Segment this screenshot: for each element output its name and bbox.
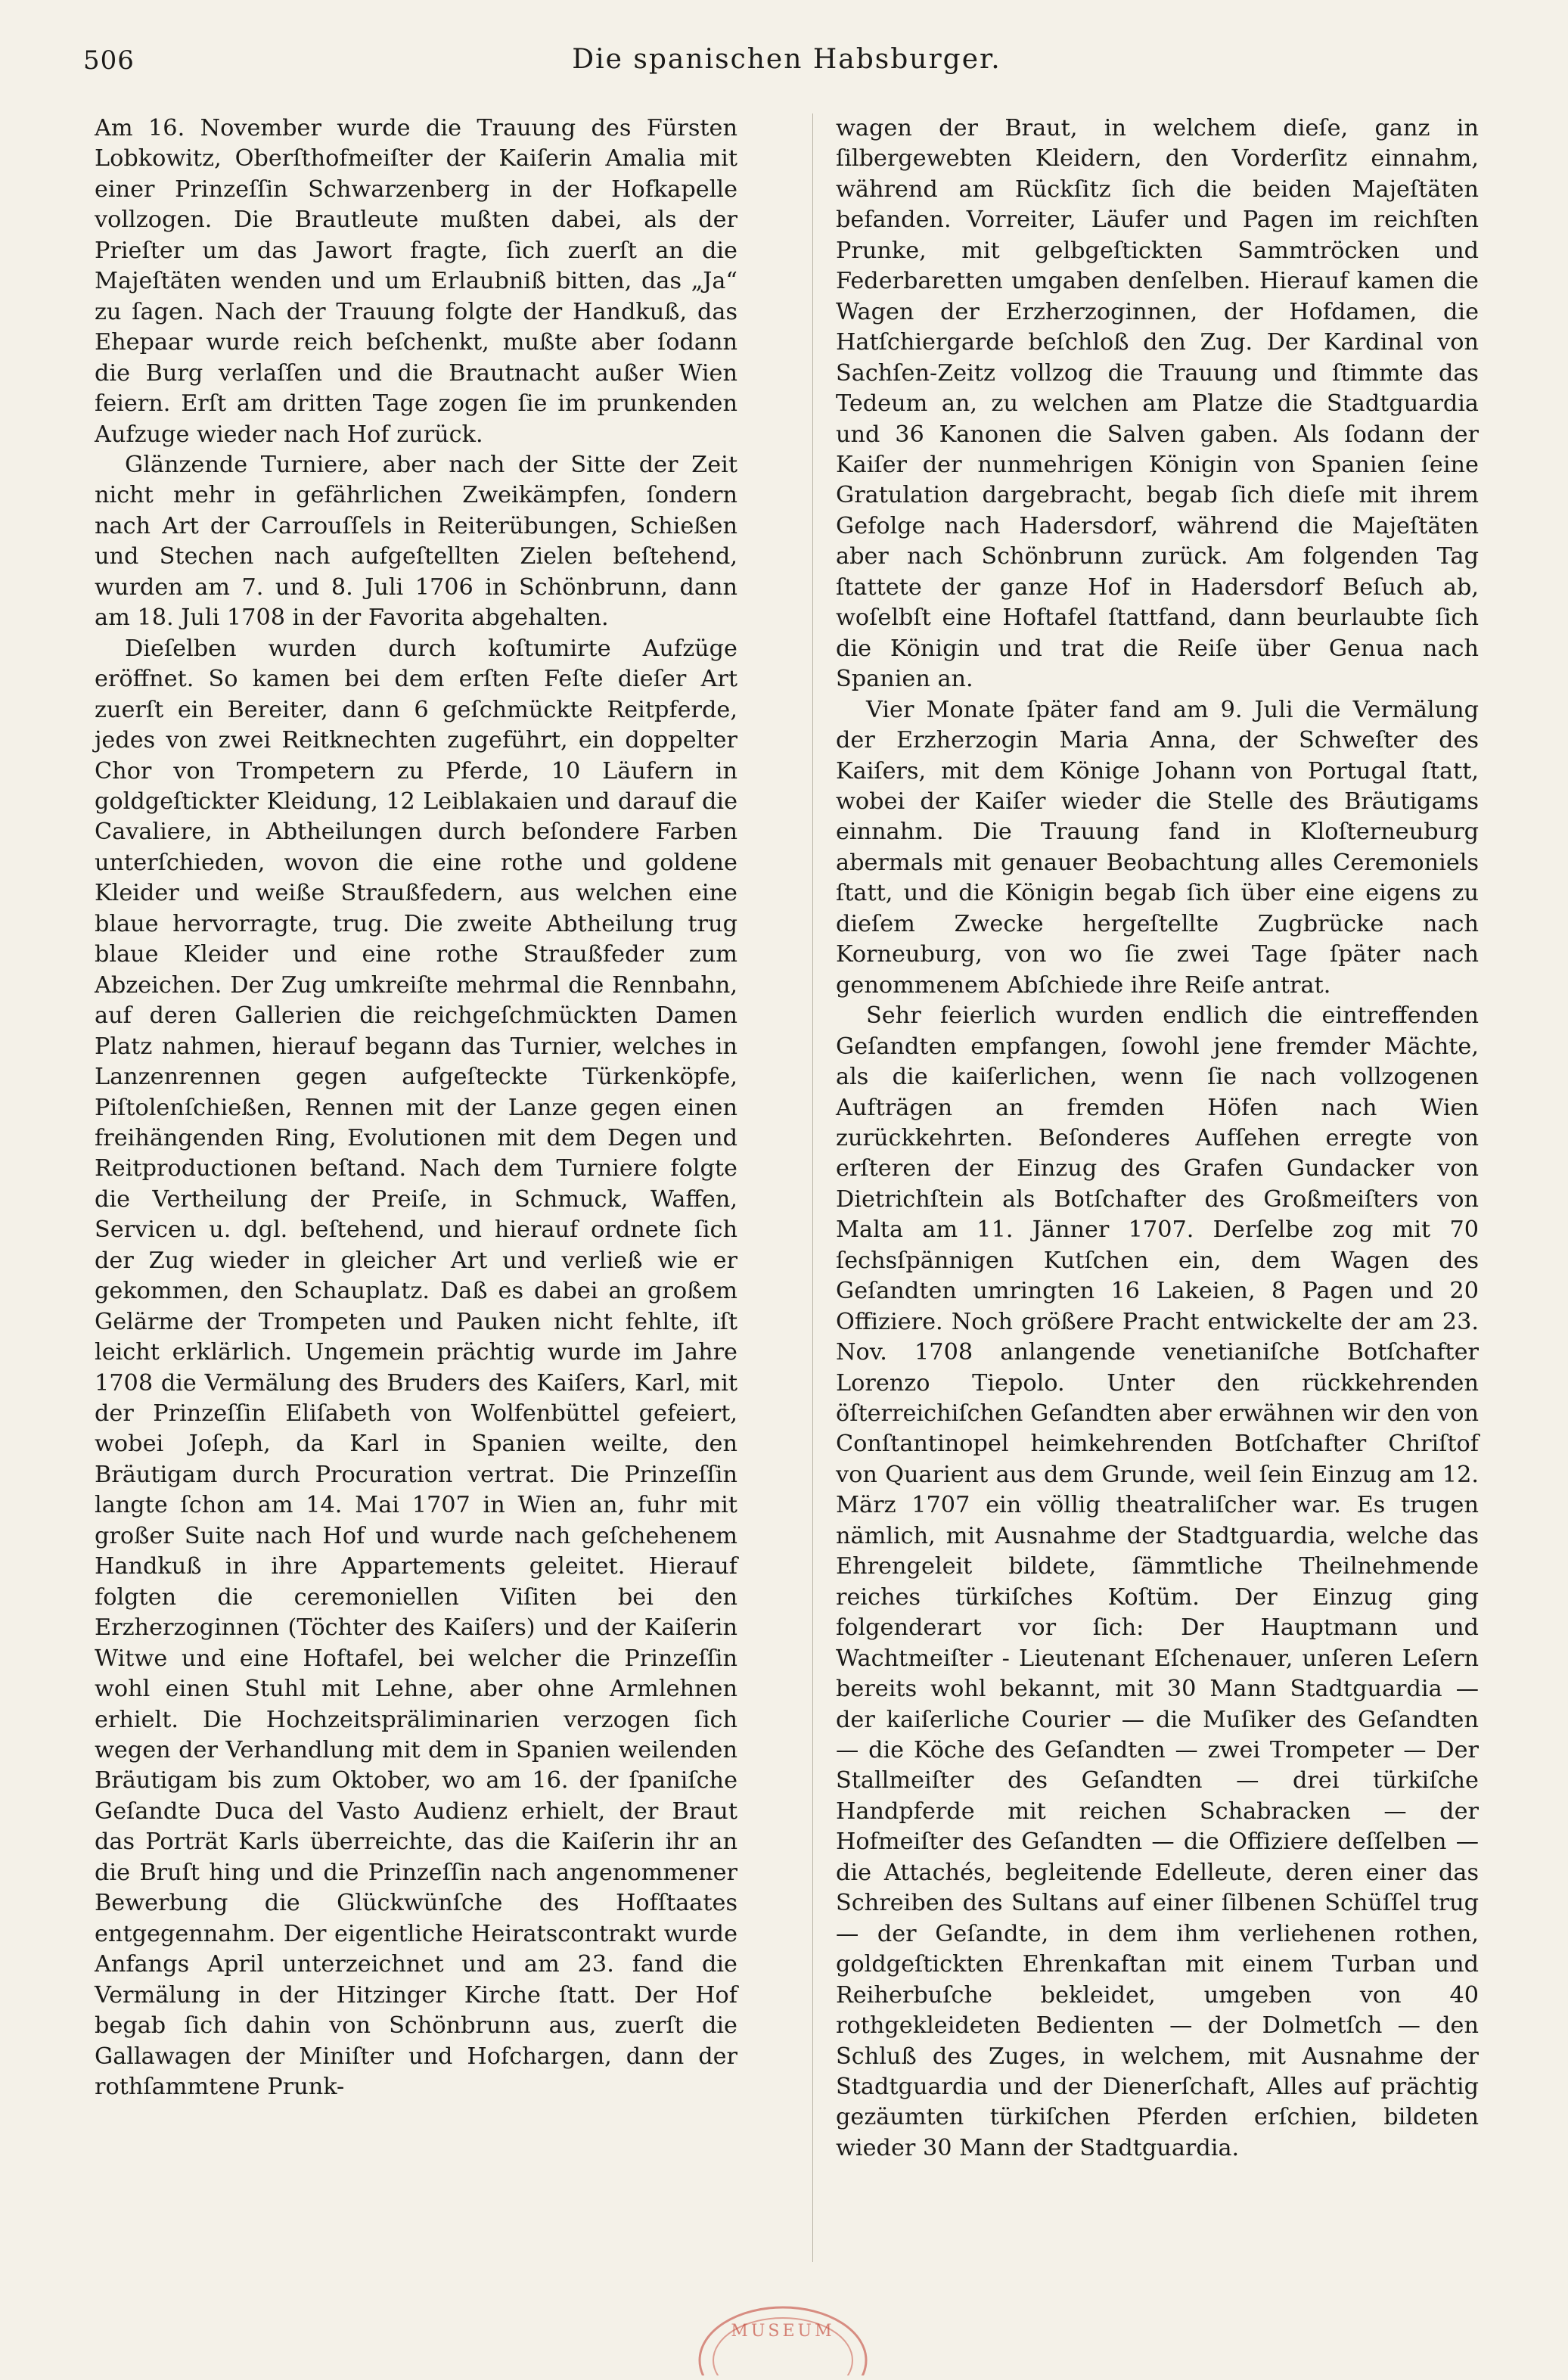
paragraph: Sehr feierlich wurden endlich die eintreffenden Geſandten empfangen, ſowohl jene fremder Mächte, als die kaiſerlichen, wenn ſie nach vollzogenen Aufträgen an fremden Höfen nach Wien zurückkehrten. Beſonderes Aufſehen erregte von erſteren der Einzug des Grafen Gundacker von Dietrichſtein als Botſchafter des Großmeiſters von Malta am 11. Jänner 1707. Derſelbe zog mit 70 ſechsſpännigen Kutſchen ein, dem Wagen des Geſandten umringten 16 Lakeien, 8 Pagen und 20 Offiziere. Noch größere Pracht entwickelte der am 23. Nov. 1708 anlangende venetianiſche Botſchafter Lorenzo Tiepolo. Unter den rückkehrenden öſterreichiſchen Geſandten aber erwähnen wir den von Conſtantinopel heimkehrenden Botſchafter Chriſtof von Quarient aus dem Grunde, weil ſein Einzug am 12. März 1707 ein völlig theatraliſcher war. Es trugen nämlich, mit Ausnahme der Stadtguardia, welche das Ehrengeleit bildete, ſämmtliche Theilnehmende reiches türkiſches Koſtüm. Der Einzug ging folgenderart vor ſich: Der Hauptmann und Wachtmeiſter - Lieutenant Eſchenauer, unſeren Leſern bereits wohl bekannt, mit 30 Mann Stadtguardia — der kaiſerliche Courier — die Muſiker des Geſandten — die Köche des Geſandten — zwei Trompeter — Der Stallmeiſter des Geſandten — drei türkiſche Handpferde mit reichen Schabracken — der Hofmeiſter des Geſandten — die Offiziere deſſelben — die Attachés, begleitende Edelleute, deren einer das Schreiben des Sultans auf einer ſilbenen Schüſſel trug — der Geſandte, in dem ihm verliehenen rothen, goldgeſtickten Ehrenkaftan mit einem Turban und Reiherbuſche bekleidet, umgeben von 40 rothgekleideten Bedienten — der Dolmetſch — den Schluß des Zuges, in welchem, mit Ausnahme der Stadtguardia und der Dienerſchaft, Alles auf prächtig gezäumten türkiſchen Pferden erſchien, bildeten wieder 30 Mann der Stadtguardia. (836, 1002, 1479, 2161)
stamp-seal-icon (692, 2300, 874, 2375)
paragraph: wagen der Braut, in welchem dieſe, ganz in ſilbergewebten Kleidern, den Vorderſitz einnahm, während am Rückſitz ſich die beiden Majeſtäten befanden. Vorreiter, Läufer und Pagen im reichſten Prunke, mit gelbgeſtickten Sammtröcken und Federbaretten umgaben denſelben. Hierauf kamen die Wagen der Erzherzoginnen, der Hofdamen, die Hatſchiergarde beſchloß den Zug. Der Kardinal von Sachſen-Zeitz vollzog die Trauung und ſtimmte das Tedeum an, zu welchen am Platze die Stadtguardia und 36 Kanonen die Salven gaben. Als ſodann der Kaiſer der nunmehrigen Königin von Spanien ſeine Gratulation dargebracht, begab ſich dieſe mit ihrem Gefolge nach Hadersdorf, während die Majeſtäten aber nach Schönbrunn zurück. Am folgenden Tag ſtattete der ganze Hof in Hadersdorf Beſuch ab, woſelbſt eine Hoftafel ſtattfand, dann beurlaubte ſich die Königin und trat die Reiſe über Genua nach Spanien an. (836, 115, 1479, 693)
page-number: 506 (83, 45, 135, 76)
library-stamp (692, 2300, 874, 2375)
right-column (836, 113, 1479, 2164)
page-header (83, 39, 1490, 85)
svg-text:MUSEUM: MUSEUM (731, 2322, 835, 2341)
paragraph: Vier Monate ſpäter fand am 9. Juli die Vermälung der Erzherzogin Maria Anna, der Schweſter des Kaiſers, mit dem Könige Johann von Portugal ſtatt, wobei der Kaiſer wieder die Stelle des Bräutigams einnahm. Die Trauung fand in Kloſterneuburg abermals mit genauer Beobachtung alles Ceremoniels ſtatt, und die Königin begab ſich über eine eigens zu dieſem Zwecke hergeſtellte Zugbrücke nach Korneuburg, von wo ſie zwei Tage ſpäter nach genommenem Abſchiede ihre Reiſe antrat. (836, 696, 1479, 999)
running-title: Die spanischen Habsburger. (572, 44, 1001, 75)
left-column (95, 113, 737, 2102)
column-divider (812, 113, 813, 2262)
paragraph: Am 16. November wurde die Trauung des Fürsten Lobkowitz, Oberſthofmeiſter der Kaiſerin Amalia mit einer Prinzeſſin Schwarzenberg in der Hofkapelle vollzogen. Die Brautleute mußten dabei, als der Prieſter um das Jawort fragte, ſich zuerſt an die Majeſtäten wenden und um Erlaubniß bitten, das „Ja“ zu ſagen. Nach der Trauung folgte der Handkuß, das Ehepaar wurde reich beſchenkt, mußte aber ſodann die Burg verlaſſen und die Brautnacht außer Wien feiern. Erſt am dritten Tage zogen ſie im prunkenden Aufzuge wieder nach Hof zurück. (95, 115, 737, 448)
paragraph: Glänzende Turniere, aber nach der Sitte der Zeit nicht mehr in gefährlichen Zweikämpfen, ſondern nach Art der Carrouſſels in Reiterübungen, Schießen und Stechen nach aufgeſtellten Zielen beſtehend, wurden am 7. und 8. Juli 1706 in Schönbrunn, dann am 18. Juli 1708 in der Favorita abgehalten. (95, 451, 737, 632)
paragraph: Dieſelben wurden durch koſtumirte Aufzüge eröffnet. So kamen bei dem erſten Feſte dieſer Art zuerſt ein Bereiter, dann 6 geſchmückte Reitpferde, jedes von zwei Reitknechten zugeführt, ein doppelter Chor von Trompetern zu Pferde, 10 Läufern in goldgeſtickter Kleidung, 12 Leiblakaien und darauf die Cavaliere, in Abtheilungen durch beſondere Farben unterſchieden, wovon die eine rothe und goldene Kleider und weiße Straußfedern, aus welchen eine blaue hervorragte, trug. Die zweite Abtheilung trug blaue Kleider und eine rothe Straußfeder zum Abzeichen. Der Zug umkreiſte mehrmal die Rennbahn, auf deren Gallerien die reichgeſchmückten Damen Platz nahmen, hierauf begann das Turnier, welches in Lanzenrennen gegen aufgeſteckte Türkenköpfe, Piſtolenſchießen, Rennen mit der Lanze gegen einen freihängenden Ring, Evolutionen mit dem Degen und Reitproductionen beſtand. Nach dem Turniere folgte die Vertheilung der Preiſe, in Schmuck, Waffen, Servicen u. dgl. beſtehend, und hierauf ordnete ſich der Zug wieder in gleicher Art und verließ wie er gekommen, den Schauplatz. Daß es dabei an großem Gelärme der Trompeten und Pauken nicht fehlte, iſt leicht erklärlich. Ungemein prächtig wurde im Jahre 1708 die Vermälung des Bruders des Kaiſers, Karl, mit der Prinzeſſin Eliſabeth von Wolfenbüttel gefeiert, wobei Joſeph, da Karl in Spanien weilte, den Bräutigam durch Procuration vertrat. Die Prinzeſſin langte ſchon am 14. Mai 1707 in Wien an, fuhr mit großer Suite nach Hof und wurde nach geſchehenem Handkuß in ihre Appartements geleitet. Hierauf folgten die ceremoniellen Viſiten bei den Erzherzoginnen (Töchter des Kaiſers) und der Kaiſerin Witwe und eine Hoftafel, bei welcher die Prinzeſſin wohl einen Stuhl mit Lehne, aber ohne Armlehnen erhielt. Die Hochzeitspräliminarien verzogen ſich wegen der Verhandlung mit dem in Spanien weilenden Bräutigam bis zum Oktober, wo am 16. der ſpaniſche Geſandte Duca del Vasto Audienz erhielt, der Braut das Porträt Karls überreichte, das die Kaiſerin ihr an die Bruſt hing und die Prinzeſſin nach angenommener Bewerbung die Glückwünſche des Hofſtaates entgegennahm. Der eigentliche Heiratscontrakt wurde Anfangs April unterzeichnet und am 23. fand die Vermälung in der Hitzinger Kirche ſtatt. Der Hof begab ſich dahin von Schönbrunn aus, zuerſt die Gallawagen der Miniſter und Hofchargen, dann der rothſammtene Prunk- (95, 635, 737, 2100)
